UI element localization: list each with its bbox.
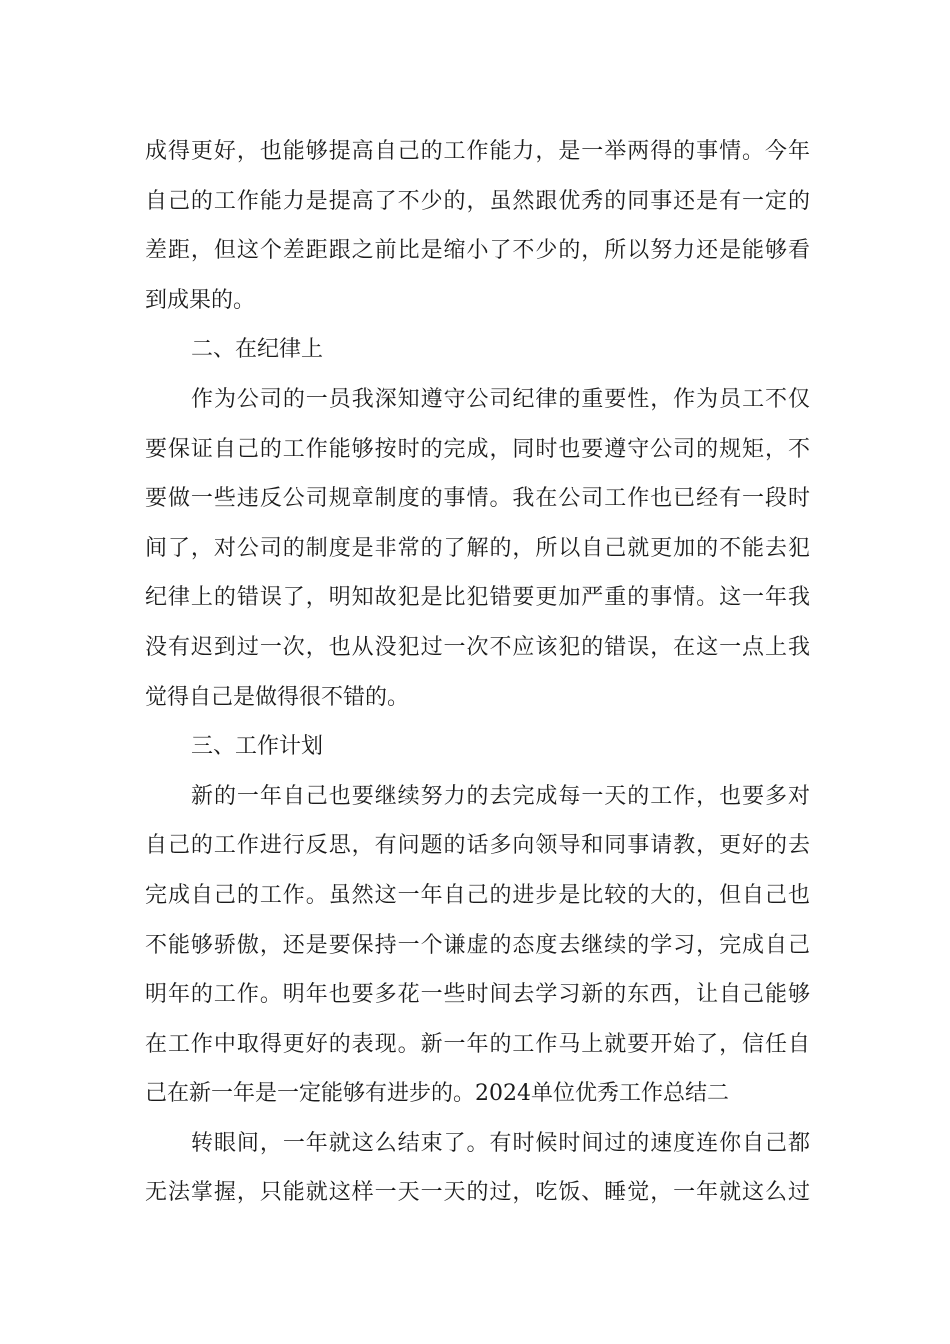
text-line: 自己的工作进行反思，有问题的话多向领导和同事请教，更好的去: [145, 833, 810, 859]
text-line: 纪律上的错误了，明知故犯是比犯错要更加严重的事情。这一年我: [145, 585, 810, 611]
text-line: 到成果的。: [145, 287, 256, 313]
section-heading-work-plan: 三、工作计划: [191, 734, 324, 760]
text-line: 无法掌握，只能就这样一天一天的过，吃饭、睡觉，一年就这么过: [145, 1180, 810, 1206]
text-line: 新的一年自己也要继续努力的去完成每一天的工作，也要多对: [191, 783, 810, 809]
body-text: [145, 127, 810, 1218]
text-line: 要做一些违反公司规章制度的事情。我在公司工作也已经有一段时: [145, 486, 810, 512]
text-line: 差距，但这个差距跟之前比是缩小了不少的，所以努力还是能够看: [145, 238, 810, 264]
text-line: 成得更好，也能够提高自己的工作能力，是一举两得的事情。今年: [145, 139, 810, 164]
text-line: 在工作中取得更好的表现。新一年的工作马上就要开始了，信任自: [145, 1031, 810, 1057]
text-line: 不能够骄傲，还是要保持一个谦虚的态度去继续的学习，完成自己: [145, 932, 810, 958]
text-line: 作为公司的一员我深知遵守公司纪律的重要性，作为员工不仅: [191, 386, 810, 412]
text-line: 没有迟到过一次，也从没犯过一次不应该犯的错误，在这一点上我: [145, 634, 810, 660]
text-line: 己在新一年是一定能够有进步的。2024单位优秀工作总结二: [145, 1081, 729, 1107]
text-line: 明年的工作。明年也要多花一些时间去学习新的东西，让自己能够: [145, 982, 810, 1008]
section-heading-discipline: 二、在纪律上: [191, 337, 324, 363]
text-line: 要保证自己的工作能够按时的完成，同时也要遵守公司的规矩，不: [145, 436, 810, 462]
text-line: 自己的工作能力是提高了不少的，虽然跟优秀的同事还是有一定的: [145, 188, 810, 214]
text-line: 转眼间，一年就这么结束了。有时候时间过的速度连你自己都: [191, 1130, 810, 1156]
text-line: 间了，对公司的制度是非常的了解的，所以自己就更加的不能去犯: [145, 535, 810, 561]
text-line: 完成自己的工作。虽然这一年自己的进步是比较的大的，但自己也: [145, 882, 810, 908]
text-line: 觉得自己是做得很不错的。: [145, 684, 410, 710]
